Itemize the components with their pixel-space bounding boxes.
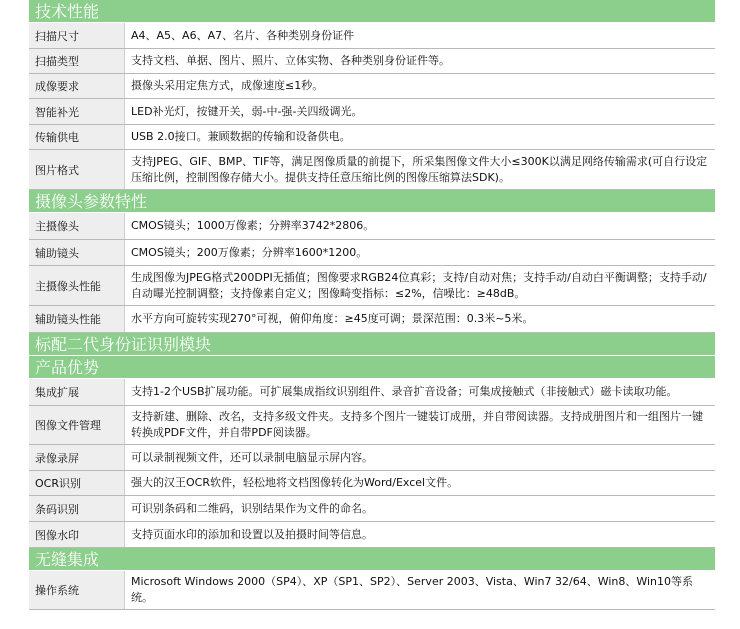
- row-label: 图片格式: [29, 150, 125, 189]
- row-label: 条码识别: [29, 496, 125, 521]
- row-label: 辅助镜头: [29, 240, 125, 265]
- row-value: [125, 266, 715, 305]
- row-label: 主摄像头: [29, 213, 125, 239]
- row-value: [125, 522, 715, 547]
- table-row: [29, 522, 715, 548]
- row-value-text: 支持文档、单据、图片、照片、立体实物、各种类别身份证件等。: [131, 54, 450, 67]
- row-value: [125, 471, 715, 495]
- table-row: [29, 240, 715, 266]
- row-value-text: 支持JPEG、GIF、BMP、TIF等，满足图像质量的前提下，所采集图像文件大小≤300K以满足网络传输需求(可自行设定压缩比例，控制图像存储大小。提供支持任意压缩比例的图像压缩算法SDK)。: [131, 154, 708, 184]
- row-label: 集成扩展: [29, 379, 125, 405]
- table-row: [29, 23, 715, 49]
- table-row: [29, 445, 715, 471]
- row-value-text: 支持新建、删除、改名，支持多级文件夹。支持多个图片一键装订成册，并自带阅读器。支持成册图片和一组图片一键转换成PDF文件，并自带PDF阅读器。: [131, 410, 703, 439]
- row-value-text: 生成图像为JPEG格式200DPI无插值；图像要求RGB24位真彩；支持/自动对焦；支持手动/自动白平衡调整；支持手动/自动曝光控制调整；支持像素自定义；图像畸变指标：≤2%，信噪比：≥48dB。: [131, 270, 707, 300]
- table-row: [29, 150, 715, 190]
- row-label: 扫描尺寸: [29, 23, 125, 48]
- row-value: [125, 406, 715, 444]
- row-label: 主摄像头性能: [29, 266, 125, 305]
- table-row: [29, 99, 715, 125]
- row-value: [125, 74, 715, 98]
- row-value: [125, 213, 715, 239]
- table-row: [29, 496, 715, 522]
- section-header-camera: 摄像头参数特性: [29, 190, 715, 213]
- row-value-text: A4、A5、A6、A7、名片、各种类别身份证件: [131, 28, 355, 42]
- row-value: [125, 445, 715, 470]
- table-row: [29, 306, 715, 333]
- row-value: [125, 496, 715, 521]
- row-value-text: CMOS镜头；200万像素；分辨率1600*1200。: [131, 245, 368, 259]
- table-row: [29, 49, 715, 74]
- section-header-tech: 技术性能: [29, 0, 715, 23]
- row-label: 传输供电: [29, 125, 125, 149]
- table-row: [29, 379, 715, 406]
- row-label: OCR识别: [29, 471, 125, 495]
- row-value: [125, 23, 715, 48]
- row-value-text: CMOS镜头；1000万像素；分辨率3742*2806。: [131, 219, 375, 232]
- row-value-text: Microsoft Windows 2000（SP4）、XP（SP1、SP2）、Server 2003、Vista、Win7 32/64、Win8、Win10等系统。: [131, 575, 694, 604]
- row-value-text: 支持1-2个USB扩展功能。可扩展集成指纹识别组件、录音扩音设备；可集成接触式（非接触式）磁卡读取功能。: [131, 385, 678, 398]
- table-row: [29, 266, 715, 306]
- row-value: [125, 150, 715, 189]
- row-label: 图像文件管理: [29, 406, 125, 444]
- row-value-text: 水平方向可旋转实现270°可视，俯仰角度：≥45度可调；景深范围：0.3米~5米。: [131, 312, 534, 325]
- table-row: [29, 74, 715, 99]
- row-value-text: 可以录制视频文件，还可以录制电脑显示屏内容。: [131, 450, 373, 464]
- section-header-id-module: 标配二代身份证识别模块: [29, 333, 715, 356]
- row-value-text: LED补光灯，按键开关，弱-中-强-关四级调光。: [131, 104, 363, 118]
- row-label: 图像水印: [29, 522, 125, 547]
- section-header-integration: 无缝集成: [29, 548, 715, 571]
- row-value-text: 摄像头采用定焦方式，成像速度≤1秒。: [131, 79, 324, 92]
- row-value: [125, 571, 715, 609]
- table-row: [29, 406, 715, 445]
- row-value: [125, 49, 715, 73]
- row-value: [125, 125, 715, 149]
- table-row: [29, 471, 715, 496]
- row-label: 成像要求: [29, 74, 125, 98]
- table-row: [29, 213, 715, 240]
- row-value: [125, 379, 715, 405]
- row-label: 录像录屏: [29, 445, 125, 470]
- row-value-text: 可识别条码和二维码，识别结果作为文件的命名。: [131, 501, 373, 515]
- table-row: [29, 571, 715, 610]
- table-row: [29, 125, 715, 150]
- row-label: 智能补光: [29, 99, 125, 124]
- row-value-text: 支持页面水印的添加和设置以及拍摄时间等信息。: [131, 527, 373, 541]
- row-value: [125, 99, 715, 124]
- row-value: [125, 240, 715, 265]
- row-label: 辅助镜头性能: [29, 306, 125, 332]
- section-header-advantages: 产品优势: [29, 356, 715, 379]
- row-value-text: USB 2.0接口。兼顾数据的传输和设备供电。: [131, 130, 351, 143]
- row-value-text: 强大的汉王OCR软件，轻松地将文档图像转化为Word/Excel文件。: [131, 476, 459, 489]
- row-label: 操作系统: [29, 571, 125, 609]
- row-value: [125, 306, 715, 332]
- row-label: 扫描类型: [29, 49, 125, 73]
